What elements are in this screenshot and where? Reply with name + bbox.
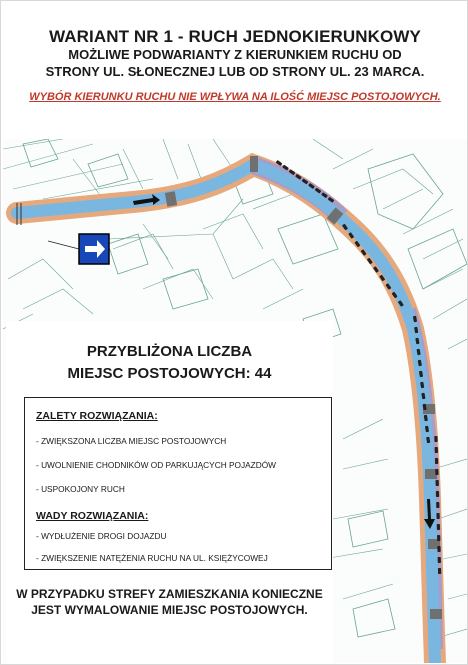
- direction-note: WYBÓR KIERUNKU RUCHU NIE WPŁYWA NA ILOŚĆ MIEJSC POSTOJOWYCH.: [29, 91, 441, 103]
- disadvantage-item: - ZWIĘKSZENIE NATĘŻENIA RUCHU NA UL. KSIĘŻYCOWEJ: [36, 553, 268, 563]
- subtitle-line-2: STRONY UL. SŁONECZNEJ LUB OD STRONY UL. 23 MARCA.: [45, 64, 425, 79]
- advantage-item: - ZWIĘKSZONA LICZBA MIEJSC POSTOJOWYCH: [36, 436, 227, 446]
- parked-car: [434, 436, 437, 442]
- disadvantages-heading: WADY ROZWIĄZANIA:: [36, 510, 149, 522]
- parked-car: [436, 491, 439, 497]
- advantages-heading: ZALETY ROZWIĄZANIA:: [36, 410, 158, 422]
- parked-car: [436, 502, 439, 508]
- parked-car: [438, 557, 441, 563]
- footer-line-2: JEST WYMALOWANIE MIEJSC POSTOJOWYCH.: [31, 603, 308, 617]
- pros-cons-box: [24, 397, 332, 570]
- page-title: WARIANT NR 1 - RUCH JEDNOKIERUNKOWY: [49, 27, 421, 46]
- parked-car: [437, 524, 440, 530]
- parked-car: [435, 447, 438, 453]
- parked-car: [437, 535, 440, 541]
- subtitle-line-1: MOŻLIWE PODWARIANTY Z KIERUNKIEM RUCHU OD: [68, 47, 402, 62]
- parked-car: [436, 513, 439, 519]
- disadvantage-item: - WYDŁUŻENIE DROGI DOJAZDU: [36, 531, 167, 541]
- parked-car: [435, 469, 438, 475]
- footer-line-1: W PRZYPADKU STREFY ZAMIESZKANIA KONIECZNE: [16, 587, 323, 601]
- parked-car: [435, 458, 438, 464]
- parked-car: [437, 546, 440, 552]
- parking-count-value: MIEJSC POSTOJOWYCH: 44: [67, 365, 272, 382]
- info-panel: [6, 321, 333, 665]
- advantage-item: - USPOKOJONY RUCH: [36, 484, 125, 494]
- parking-count-heading: PRZYBLIŻONA LICZBA: [86, 343, 253, 360]
- parked-car: [435, 480, 438, 486]
- advantage-item: - UWOLNIENIE CHODNIKÓW OD PARKUJĄCYCH POJAZDÓW: [36, 460, 277, 470]
- parked-car: [438, 568, 441, 574]
